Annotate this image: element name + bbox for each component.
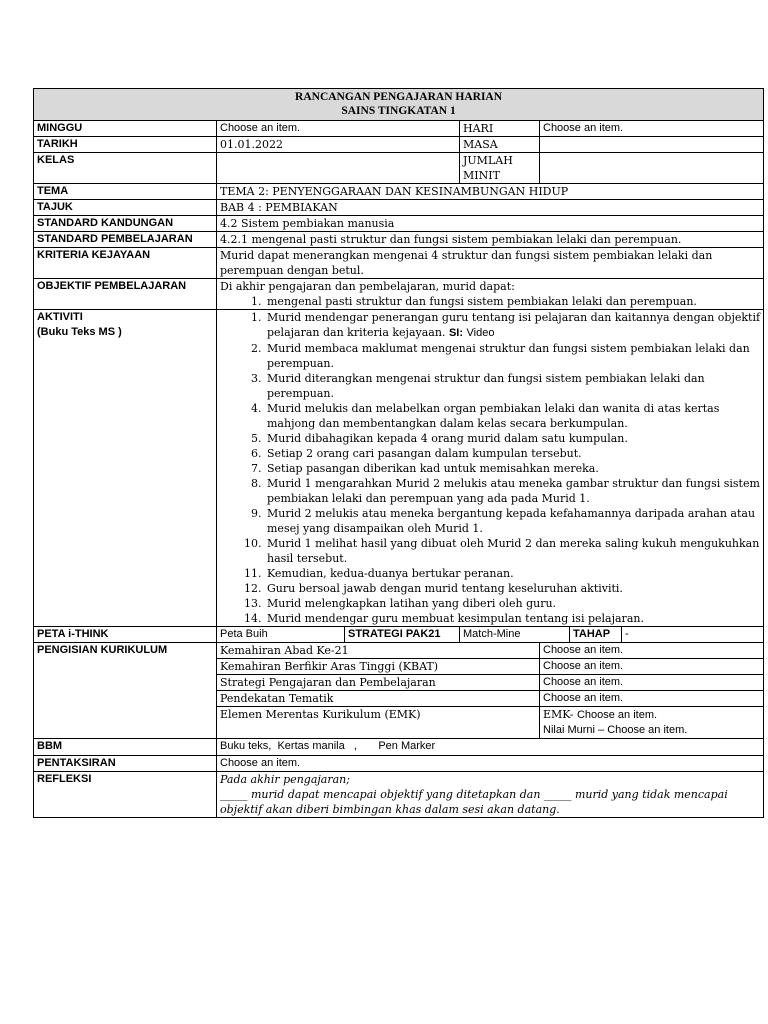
- header-cell: [34, 89, 764, 121]
- nilai-select[interactable]: Choose an item.: [607, 724, 688, 736]
- strategi-label: STRATEGI PAK21: [345, 627, 460, 643]
- pengisian-row-select[interactable]: Choose an item.: [540, 675, 764, 691]
- tahap-inner: [570, 627, 763, 642]
- standard-kandungan-label: STANDARD KANDUNGAN: [34, 216, 217, 232]
- emk-select[interactable]: Choose an item.: [576, 709, 658, 721]
- peta-label: PETA i-THINK: [34, 627, 217, 643]
- tahap-label: TAHAP: [570, 627, 622, 642]
- jumlah-minit-value[interactable]: [540, 153, 764, 184]
- lesson-plan-table: [33, 88, 764, 818]
- aktiviti-label-cell: [34, 310, 217, 627]
- aktiviti-item: 11. Kemudian, kedua-duanya bertukar peranan.: [265, 566, 760, 581]
- aktiviti-item: 10. Murid 1 melihat hasil yang dibuat oleh Murid 2 dan mereka saling kukuh mengukuhkan hasil tersebut.: [265, 536, 760, 566]
- aktiviti-item: 6. Setiap 2 orang cari pasangan dalam kumpulan tersebut.: [265, 446, 760, 461]
- aktiviti-item: 8. Murid 1 mengarahkan Murid 2 melukis atau meneka gambar struktur dan fungsi sistem pembiakan lelaki dan perempuan yang ada pada Murid 1.: [265, 476, 760, 506]
- aktiviti-item: 7. Setiap pasangan diberikan kad untuk memisahkan mereka.: [265, 461, 760, 476]
- tarikh-label: TARIKH: [34, 137, 217, 153]
- refleksi-label: REFLEKSI: [34, 772, 217, 818]
- si-value: Video: [466, 327, 495, 339]
- standard-pembelajaran-label: STANDARD PEMBELAJARAN: [34, 232, 217, 248]
- jumlah-minit-label: JUMLAH MINIT: [460, 153, 540, 184]
- objektif-intro: Di akhir pengajaran dan pembelajaran, murid dapat:: [220, 280, 515, 293]
- header-subtitle: SAINS TINGKATAN 1: [341, 105, 456, 117]
- tahap-cell: [570, 627, 764, 643]
- aktiviti-item: 2. Murid membaca maklumat mengenai struktur dan fungsi sistem pembiakan lelaki dan perempuan.: [265, 341, 760, 371]
- refleksi-line1: Pada akhir pengajaran;: [220, 773, 350, 786]
- tema-label: TEMA: [34, 184, 217, 200]
- si-label: SI:: [448, 327, 463, 339]
- tajuk-label: TAJUK: [34, 200, 217, 216]
- minggu-select[interactable]: Choose an item.: [217, 121, 460, 137]
- aktiviti-item-1-text: Murid mendengar penerangan guru tentang isi pelajaran dan kaitannya dengan objektif pelajaran dan kriteria kejayaan.: [267, 311, 761, 339]
- minggu-label: MINGGU: [34, 121, 217, 137]
- lesson-plan-document: [33, 88, 763, 818]
- standard-pembelajaran-value: 4.2.1 mengenal pasti struktur dan fungsi sistem pembiakan lelaki dan perempuan.: [217, 232, 764, 248]
- hari-label: HARI: [460, 121, 540, 137]
- tarikh-value[interactable]: 01.01.2022: [217, 137, 460, 153]
- aktiviti-item: 14. Murid mendengar guru membuat kesimpulan tentang isi pelajaran.: [265, 611, 760, 626]
- pentaksiran-select[interactable]: Choose an item.: [217, 756, 764, 772]
- aktiviti-cell: [217, 310, 764, 627]
- pengisian-row-name: Kemahiran Abad Ke-21: [217, 643, 540, 659]
- refleksi-cell: [217, 772, 764, 818]
- tahap-value[interactable]: -: [625, 628, 629, 640]
- pengisian-row-select[interactable]: Choose an item.: [540, 691, 764, 707]
- pengisian-row-select[interactable]: Choose an item.: [540, 659, 764, 675]
- aktiviti-item: 5. Murid dibahagikan kepada 4 orang murid dalam satu kumpulan.: [265, 431, 760, 446]
- emk-name: Elemen Merentas Kurikulum (EMK): [217, 707, 540, 739]
- emk-cell: [540, 707, 764, 739]
- aktiviti-item: 9. Murid 2 melukis atau meneka bergantung kepada kefahamannya daripada arahan atau mesej yang disampaikan oleh Murid 1.: [265, 506, 760, 536]
- pentaksiran-label: PENTAKSIRAN: [34, 756, 217, 772]
- masa-value[interactable]: [540, 137, 764, 153]
- aktiviti-label: AKTIVITI: [37, 311, 83, 323]
- aktiviti-sublabel: (Buku Teks MS ): [37, 326, 122, 338]
- bbm-value[interactable]: Buku teks, Kertas manila , Pen Marker: [217, 739, 764, 756]
- objektif-cell: [217, 279, 764, 310]
- objektif-list: [220, 294, 760, 309]
- aktiviti-list: [220, 310, 760, 626]
- kriteria-label: KRITERIA KEJAYAAN: [34, 248, 217, 279]
- aktiviti-item: 4. Murid melukis dan melabelkan organ pembiakan lelaki dan wanita di atas kertas mahjong dan membentangkan dalam kelas secara berkumpulan.: [265, 401, 760, 431]
- pengisian-row-name: Kemahiran Berfikir Aras Tinggi (KBAT): [217, 659, 540, 675]
- aktiviti-item: [265, 310, 760, 341]
- kelas-value[interactable]: [217, 153, 460, 184]
- kriteria-value: Murid dapat menerangkan mengenai 4 struktur dan fungsi sistem pembiakan lelaki dan perempuan dengan betul.: [217, 248, 764, 279]
- tema-value: TEMA 2: PENYENGGARAAN DAN KESINAMBUNGAN HIDUP: [217, 184, 764, 200]
- aktiviti-item: 3. Murid diterangkan mengenai struktur dan fungsi sistem pembiakan lelaki dan perempuan.: [265, 371, 760, 401]
- emk-prefix: EMK-: [543, 708, 574, 721]
- nilai-prefix: Nilai Murni –: [543, 724, 605, 736]
- strategi-value[interactable]: Match-Mine: [460, 627, 570, 643]
- hari-select[interactable]: Choose an item.: [540, 121, 764, 137]
- aktiviti-item: 12. Guru bersoal jawab dengan murid tentang keseluruhan aktiviti.: [265, 581, 760, 596]
- header-title: RANCANGAN PENGAJARAN HARIAN: [295, 91, 503, 103]
- peta-value[interactable]: Peta Buih: [217, 627, 345, 643]
- kelas-label: KELAS: [34, 153, 217, 184]
- objektif-item: 1. mengenal pasti struktur dan fungsi sistem pembiakan lelaki dan perempuan.: [265, 294, 760, 309]
- pengisian-row-name: Pendekatan Tematik: [217, 691, 540, 707]
- pengisian-label: PENGISIAN KURIKULUM: [34, 643, 217, 739]
- standard-kandungan-value: 4.2 Sistem pembiakan manusia: [217, 216, 764, 232]
- tajuk-value: BAB 4 : PEMBIAKAN: [217, 200, 764, 216]
- masa-label: MASA: [460, 137, 540, 153]
- objektif-label: OBJEKTIF PEMBELAJARAN: [34, 279, 217, 310]
- refleksi-line2[interactable]: _____ murid dapat mencapai objektif yang ditetapkan dan _____ murid yang tidak mencapai objektif akan diberi bimbingan khas dalam sesi akan datang.: [220, 788, 728, 816]
- bbm-label: BBM: [34, 739, 217, 756]
- aktiviti-item: 13. Murid melengkapkan latihan yang diberi oleh guru.: [265, 596, 760, 611]
- pengisian-row-name: Strategi Pengajaran dan Pembelajaran: [217, 675, 540, 691]
- pengisian-row-select[interactable]: Choose an item.: [540, 643, 764, 659]
